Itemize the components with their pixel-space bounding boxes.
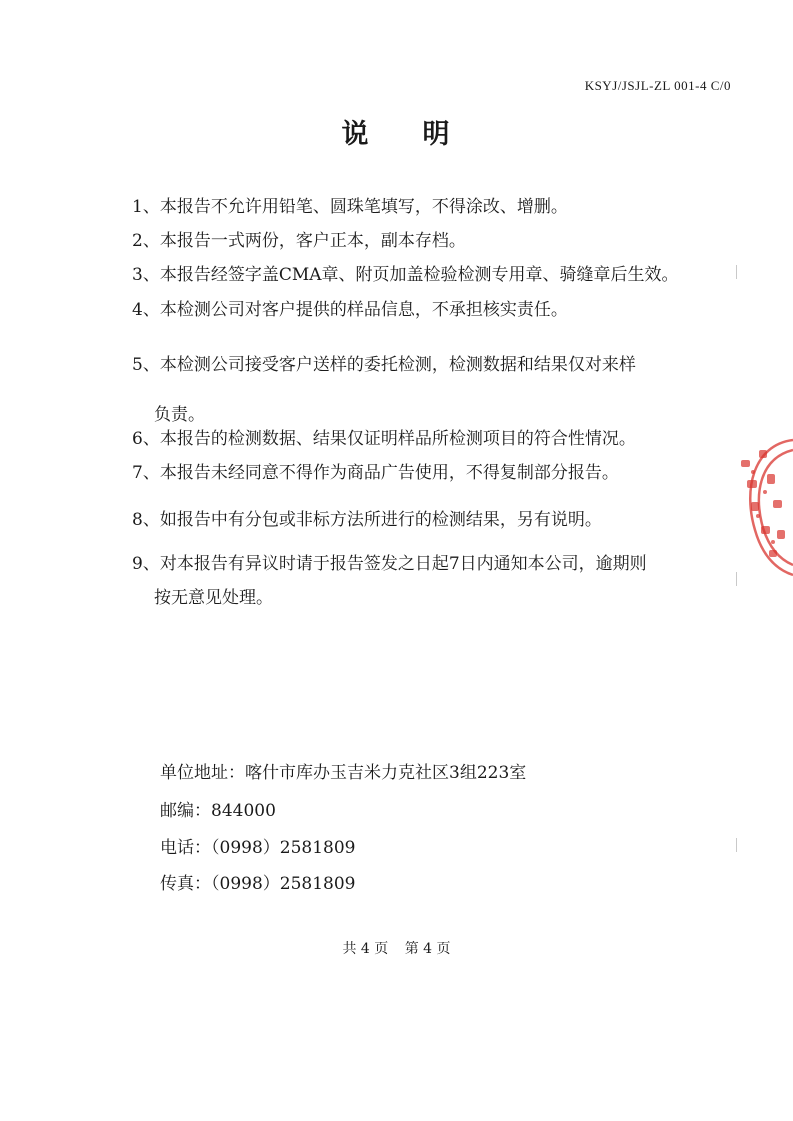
page-current: 第 4 页 [404, 941, 451, 957]
note-line: 2、本报告一式两份，客户正本，副本存档。 [132, 231, 466, 251]
note-line-continued: 负责。 [154, 405, 205, 425]
note-line: 8、如报告中有分包或非标方法所进行的检测结果，另有说明。 [132, 510, 602, 530]
contact-fax: 传真：（0998）2581809 [160, 874, 356, 894]
document-code: KSYJ/JSJL-ZL 001-4 C/0 [584, 78, 731, 93]
note-item-7 [132, 456, 619, 490]
scan-mark [736, 572, 737, 586]
title-char-1: 说 [341, 119, 371, 150]
contact-postcode: 邮编：844000 [160, 801, 276, 821]
page-title [0, 112, 793, 151]
scan-mark [736, 265, 737, 279]
page-total: 共 4 页 [342, 941, 389, 957]
note-item-3 [132, 258, 679, 292]
note-line: 5、本检测公司接受客户送样的委托检测，检测数据和结果仅对来样 [132, 355, 636, 375]
note-item-2 [132, 224, 466, 258]
contact-phone: 电话：（0998）2581809 [160, 838, 356, 858]
note-line: 3、本报告经签字盖CMA章、附页加盖检验检测专用章、骑缝章后生效。 [132, 265, 679, 285]
note-item-6 [132, 422, 636, 456]
note-line: 1、本报告不允许用铅笔、圆珠笔填写，不得涂改、增删。 [132, 197, 568, 217]
contact-address: 单位地址：喀什市库办玉吉米力克社区3组223室 [160, 763, 527, 783]
note-line-continued: 按无意见处理。 [154, 588, 273, 608]
note-line: 4、本检测公司对客户提供的样品信息，不承担核实责任。 [132, 300, 568, 320]
note-item-4 [132, 293, 568, 327]
note-item-1 [132, 190, 568, 224]
note-line: 6、本报告的检测数据、结果仅证明样品所检测项目的符合性情况。 [132, 429, 636, 449]
scan-mark [736, 838, 737, 852]
note-line: 9、对本报告有异议时请于报告签发之日起7日内通知本公司，逾期则 [132, 554, 647, 574]
red-stamp-icon [723, 430, 793, 580]
note-item-9 [132, 547, 647, 615]
note-line: 7、本报告未经同意不得作为商品广告使用，不得复制部分报告。 [132, 463, 619, 483]
page-footer [0, 938, 793, 958]
note-item-8 [132, 503, 602, 537]
title-char-2: 明 [422, 119, 452, 150]
